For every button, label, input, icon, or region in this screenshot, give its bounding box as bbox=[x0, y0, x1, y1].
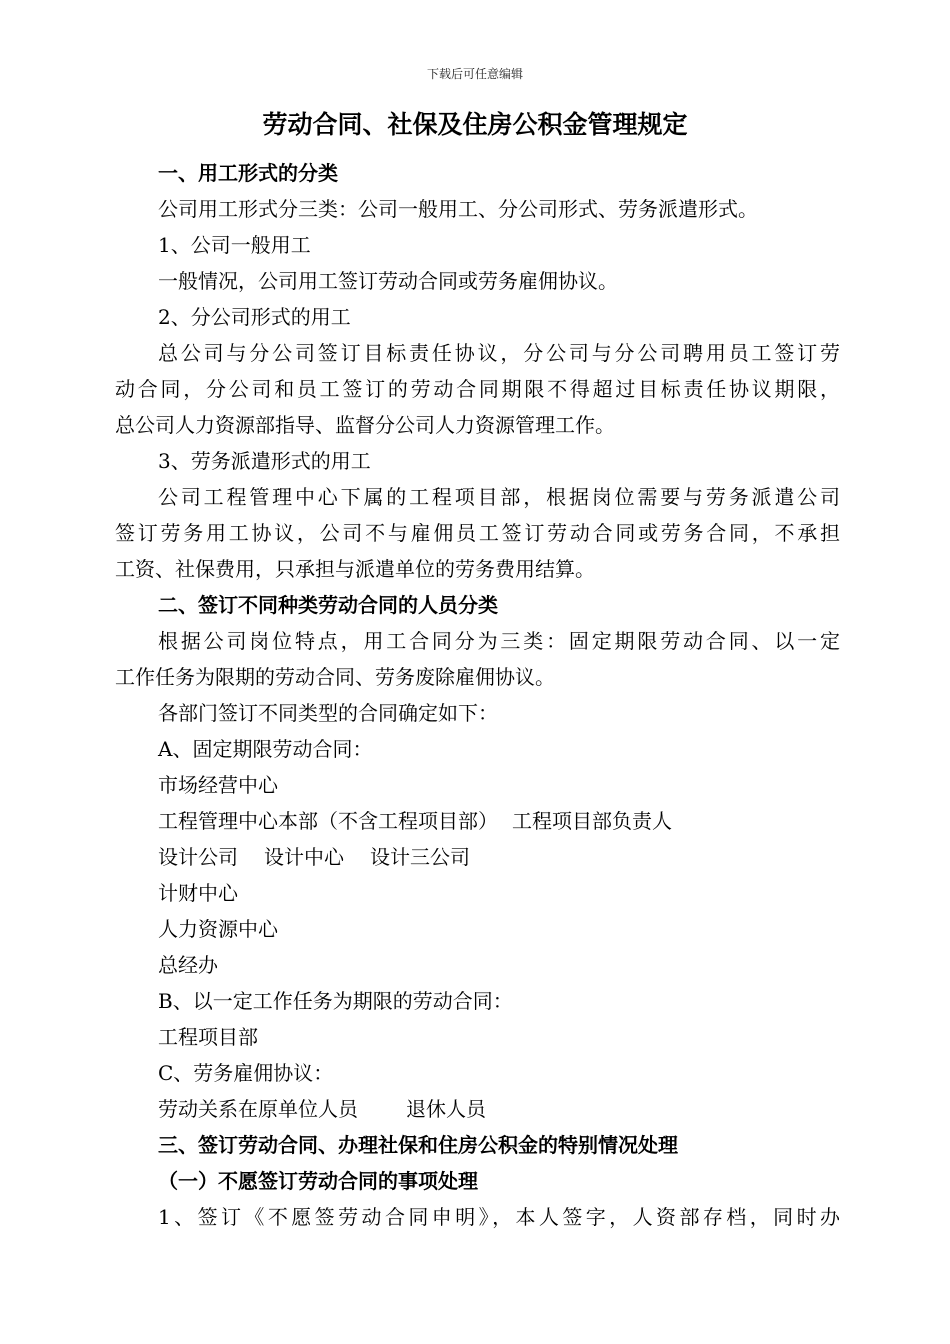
category-a-item-3b: 设计中心 bbox=[264, 845, 344, 869]
category-c-item-1 bbox=[115, 1091, 840, 1127]
item-2-text-line-3: 总公司人力资源部指导、监督分公司人力资源管理工作。 bbox=[115, 413, 615, 437]
category-a-item-2b: 工程项目部负责人 bbox=[512, 809, 672, 833]
item-2-text-line-2: 动合同，分公司和员工签订的劳动合同期限不得超过目标责任协议期限， bbox=[115, 377, 840, 401]
section-1-heading: 一、用工形式的分类 bbox=[158, 161, 338, 185]
category-a-item-3 bbox=[115, 839, 840, 875]
category-c-item-1b: 退休人员 bbox=[406, 1097, 486, 1121]
item-2-text-line-1: 总公司与分公司签订目标责任协议，分公司与分公司聘用员工签订劳 bbox=[158, 341, 840, 365]
item-3-text-line-1: 公司工程管理中心下属的工程项目部，根据岗位需要与劳务派遣公司 bbox=[158, 485, 840, 509]
item-1-heading: 1、公司一般用工 bbox=[158, 233, 311, 257]
category-a-item-5: 人力资源中心 bbox=[158, 917, 278, 941]
category-b-label: B、以一定工作任务为期限的劳动合同： bbox=[158, 989, 513, 1013]
section-1-intro: 公司用工形式分三类：公司一般用工、分公司形式、劳务派遣形式。 bbox=[158, 197, 758, 221]
section-2-para-1-line-2: 工作任务为限期的劳动合同、劳务废除雇佣协议。 bbox=[115, 665, 555, 689]
document-title: 劳动合同、社保及住房公积金管理规定 bbox=[262, 110, 688, 139]
category-a-item-2 bbox=[115, 803, 840, 839]
section-3-para-1: 1、签订《不愿签劳动合同申明》，本人签字，人资部存档，同时办 bbox=[158, 1205, 840, 1229]
category-a-item-1: 市场经营中心 bbox=[158, 773, 278, 797]
item-3-text-line-2: 签订劳务用工协议，公司不与雇佣员工签订劳动合同或劳务合同，不承担 bbox=[115, 521, 840, 545]
section-3-heading: 三、签订劳动合同、办理社保和住房公积金的特别情况处理 bbox=[158, 1133, 678, 1157]
category-a-item-6: 总经办 bbox=[158, 953, 218, 977]
header-note: 下载后可任意编辑 bbox=[426, 67, 523, 81]
section-2-heading: 二、签订不同种类劳动合同的人员分类 bbox=[158, 593, 498, 617]
category-c-label: C、劳务雇佣协议： bbox=[158, 1061, 334, 1085]
item-3-heading: 3、劳务派遣形式的用工 bbox=[158, 449, 371, 473]
section-3-subheading-1: （一）不愿签订劳动合同的事项处理 bbox=[158, 1169, 478, 1193]
section-2-para-1-line-1: 根据公司岗位特点，用工合同分为三类：固定期限劳动合同、以一定 bbox=[158, 629, 840, 653]
category-c-item-1a: 劳动关系在原单位人员 bbox=[158, 1097, 358, 1121]
category-b-item-1: 工程项目部 bbox=[158, 1025, 258, 1049]
item-1-text: 一般情况，公司用工签订劳动合同或劳务雇佣协议。 bbox=[158, 269, 618, 293]
category-a-item-2a: 工程管理中心本部（不含工程项目部） bbox=[158, 809, 498, 833]
section-2-para-2: 各部门签订不同类型的合同确定如下： bbox=[158, 701, 498, 725]
document-body bbox=[115, 155, 840, 1235]
category-a-item-4: 计财中心 bbox=[158, 881, 238, 905]
item-3-text-line-3: 工资、社保费用，只承担与派遣单位的劳务费用结算。 bbox=[115, 557, 595, 581]
category-a-item-3c: 设计三公司 bbox=[370, 845, 470, 869]
category-a-item-3a: 设计公司 bbox=[158, 845, 238, 869]
item-2-heading: 2、分公司形式的用工 bbox=[158, 305, 351, 329]
category-a-label: A、固定期限劳动合同： bbox=[158, 737, 373, 761]
